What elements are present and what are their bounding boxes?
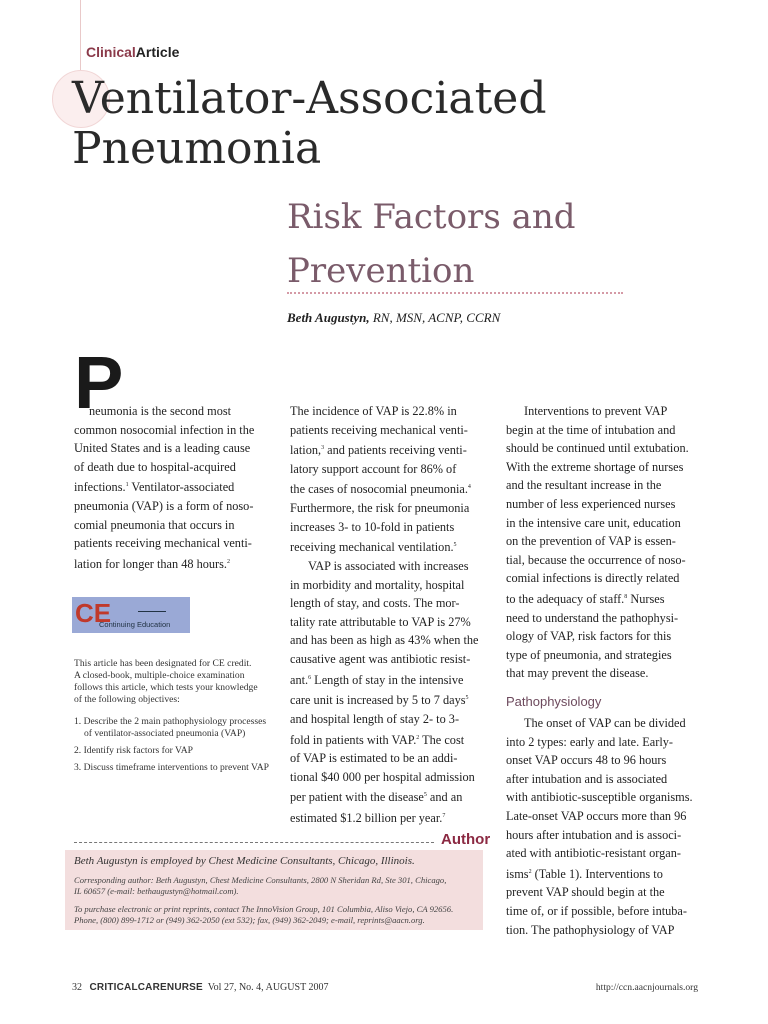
section-heading-pathophysiology: Pathophysiology [506,694,602,709]
column-2-body: The incidence of VAP is 22.8% in patients receiving mechanical venti- lation,$^3$ and patients receiving venti- latory support account for 86% of the cases of nosocomial pneumonia.$^4$ Furthermore, the risk for pneumonia increases 3- to 10-fold in patients receiving mechanical ventilation.$^5$ VAP is associated with increases in morbidity and mortality, hospital length of stay, and costs. The mor- tality rate attributable to VAP is 27% and has been as high as 43% when the causative agent was antibiotic resist- ant.$^6$ Length of stay in the intensive care unit is increased by 5 to 7 days$^5$ and hospital length of stay 2- to 3- fold in patients with VAP.$^2$ The cost of VAP is estimated to be an addi- tional $40 000 per hospital admission per patient with the disease$^5$ and an estimated $1.2 billion per year.$^7$ [290,404,479,826]
journal-url: http://ccn.aacnjournals.org [595,982,698,993]
author-dashed-rule [74,842,434,843]
ce-objective: 3. Discuss timeframe interventions to prevent VAP [74,762,269,773]
ce-logo-label: Continuing Education [99,620,171,629]
ce-objectives-list [74,716,270,779]
ce-objective: 2. Identify risk factors for VAP [74,745,194,756]
article-title: Ventilator-Associated Pneumonia [72,73,547,174]
byline: Beth Augustyn, RN, MSN, ACNP, CCRN [287,310,501,325]
footer-left [72,982,329,993]
dotted-divider [287,292,623,294]
column-1-body: common nosocomial infection in the United States and is a leading cause of death due to hospital-acquired infections.$^1$ Ventilator-associated pneumonia (VAP) is a form of noso- comial pneumonia that occurs in patients receiving mechanical venti- lation for longer than 48 hours.$^2$ [74,422,255,571]
ce-logo-rule [138,611,166,612]
issue-info: Vol 27, No. 4, AUGUST 2007 [207,982,329,993]
page-number: 32 [72,982,82,993]
journal-name: CRITICALCARENURSE [89,982,203,993]
ce-logo-letters: CE [75,598,112,628]
author-label: Author [441,831,491,848]
ce-description: This article has been designated for CE credit. A closed-book, multiple-choice examination follows this article, which tests your knowledge of the following objectives: [74,658,258,705]
reprint-info: To purchase electronic or print reprints, contact The InnoVision Group, 101 Columbia, Aliso Viejo, CA 92656. Phone, (800) 899-1712 or (949) 362-2050 (ext 532); fax, (949) 362-2049; e-mail, reprints@aacn.org. [74,904,454,925]
column-3-pathophysiology-body: The onset of VAP can be divided into 2 types: early and late. Early- onset VAP occurs 48 to 96 hours after intubation and is associated with antibiotic-susceptible organisms. Late-onset VAP occurs more than 96 hours after intubation and is associ- ated with antibiotic-resistant organ- isms$^2$ (Table 1). Interventions to prevent VAP should begin at the time of, or if possible, before intuba- tion. The pathophysiology of VAP [506,716,693,937]
corresponding-author: Corresponding author: Beth Augustyn, Chest Medicine Consultants, 2800 N Sheridan Rd, Ste 301, Chicago, IL 60657 (e-mail: bethaugustyn@hotmail.com). [74,875,447,896]
column-3-body: Interventions to prevent VAP begin at the time of intubation and should be continued until extubation. With the extreme shortage of nurses and the resultant increase in the number of less experienced nurses in the intensive care unit, education on the prevention of VAP is essen- tial, because the occurrence of noso- comial infections is directly related to the adequacy of staff.$^8$ Nurses need to understand the pathophysi- ology of VAP, risk factors for this type of pneumonia, and strategies that may prevent the disease. [506,404,689,681]
drop-cap: P [74,341,124,424]
section-label: ClinicalArticle [86,44,180,60]
article-subtitle: Risk Factors and Prevention [287,197,576,291]
author-affiliation: Beth Augustyn is employed by Chest Medicine Consultants, Chicago, Illinois. [74,855,415,867]
column-1-line-1: neumonia is the second most [89,404,232,418]
ce-objective: 1. Describe the 2 main pathophysiology processes of ventilator-associated pneumonia (VAP) [74,716,267,739]
